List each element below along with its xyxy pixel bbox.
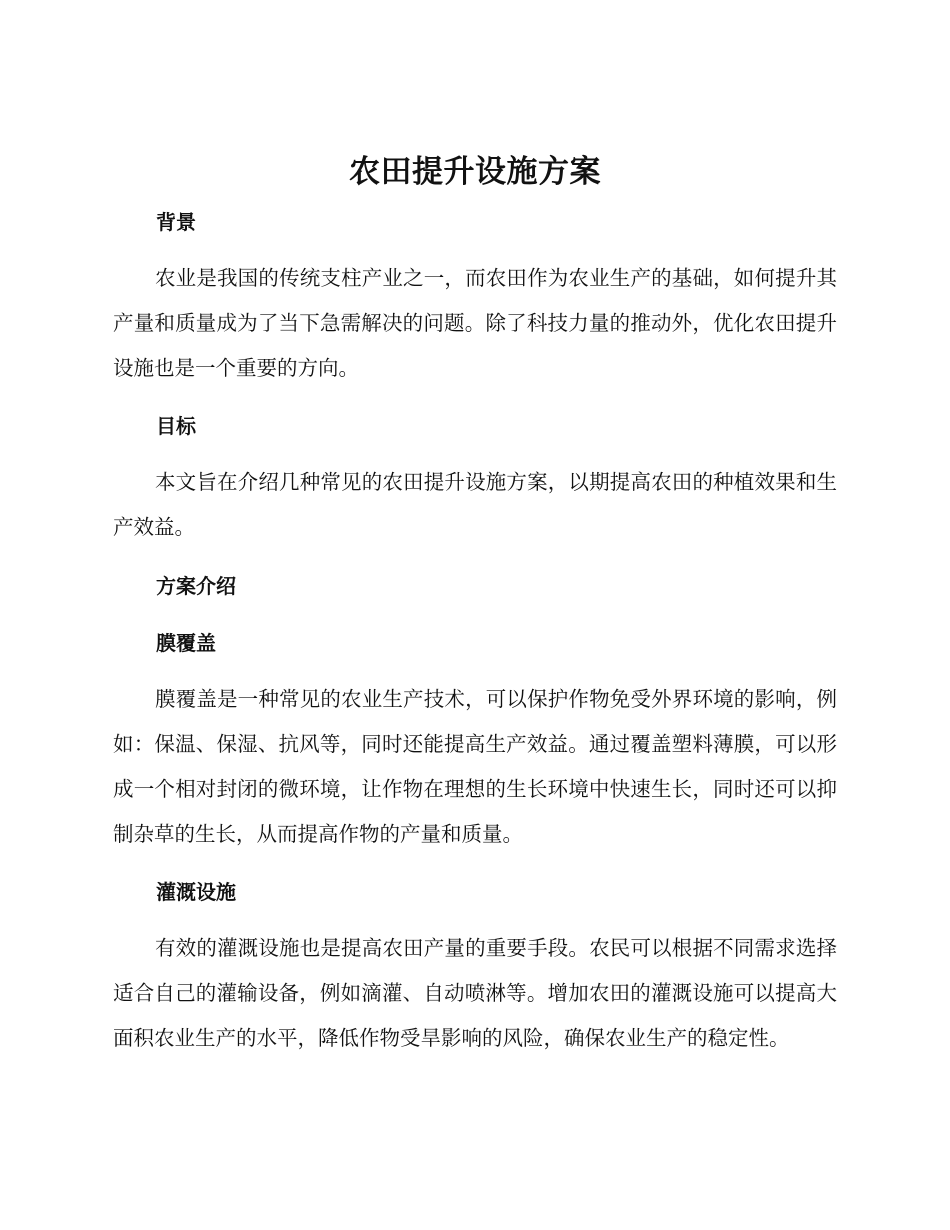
section-heading-film-cover: 膜覆盖: [156, 631, 216, 655]
section-paragraph-irrigation: 有效的灌溉设施也是提高农田产量的重要手段。农民可以根据不同需求选择适合自己的灌输设备，例如滴灌、自动喷淋等。增加农田的灌溉设施可以提高大面积农业生产的水平，降低作物受旱影响的风险，确保农业生产的稳定性。: [113, 936, 837, 1050]
section-heading-goal: 目标: [156, 414, 196, 438]
section-paragraph-film-cover: 膜覆盖是一种常见的农业生产技术，可以保护作物免受外界环境的影响，例如：保温、保湿、抗风等，同时还能提高生产效益。通过覆盖塑料薄膜，可以形成一个相对封闭的微环境，让作物在理想的生长环境中快速生长，同时还可以抑制杂草的生长，从而提高作物的产量和质量。: [113, 687, 837, 846]
document-title: 农田提升设施方案: [349, 154, 601, 190]
section-paragraph-goal: 本文旨在介绍几种常见的农田提升设施方案，以期提高农田的种植效果和生产效益。: [113, 470, 837, 539]
section-heading-irrigation: 灌溉设施: [156, 880, 236, 904]
section-paragraph-background: 农业是我国的传统支柱产业之一，而农田作为农业生产的基础，如何提升其产量和质量成为了当下急需解决的问题。除了科技力量的推动外，优化农田提升设施也是一个重要的方向。: [113, 266, 837, 380]
section-heading-plan-intro: 方案介绍: [156, 574, 236, 598]
section-heading-background: 背景: [156, 210, 196, 234]
